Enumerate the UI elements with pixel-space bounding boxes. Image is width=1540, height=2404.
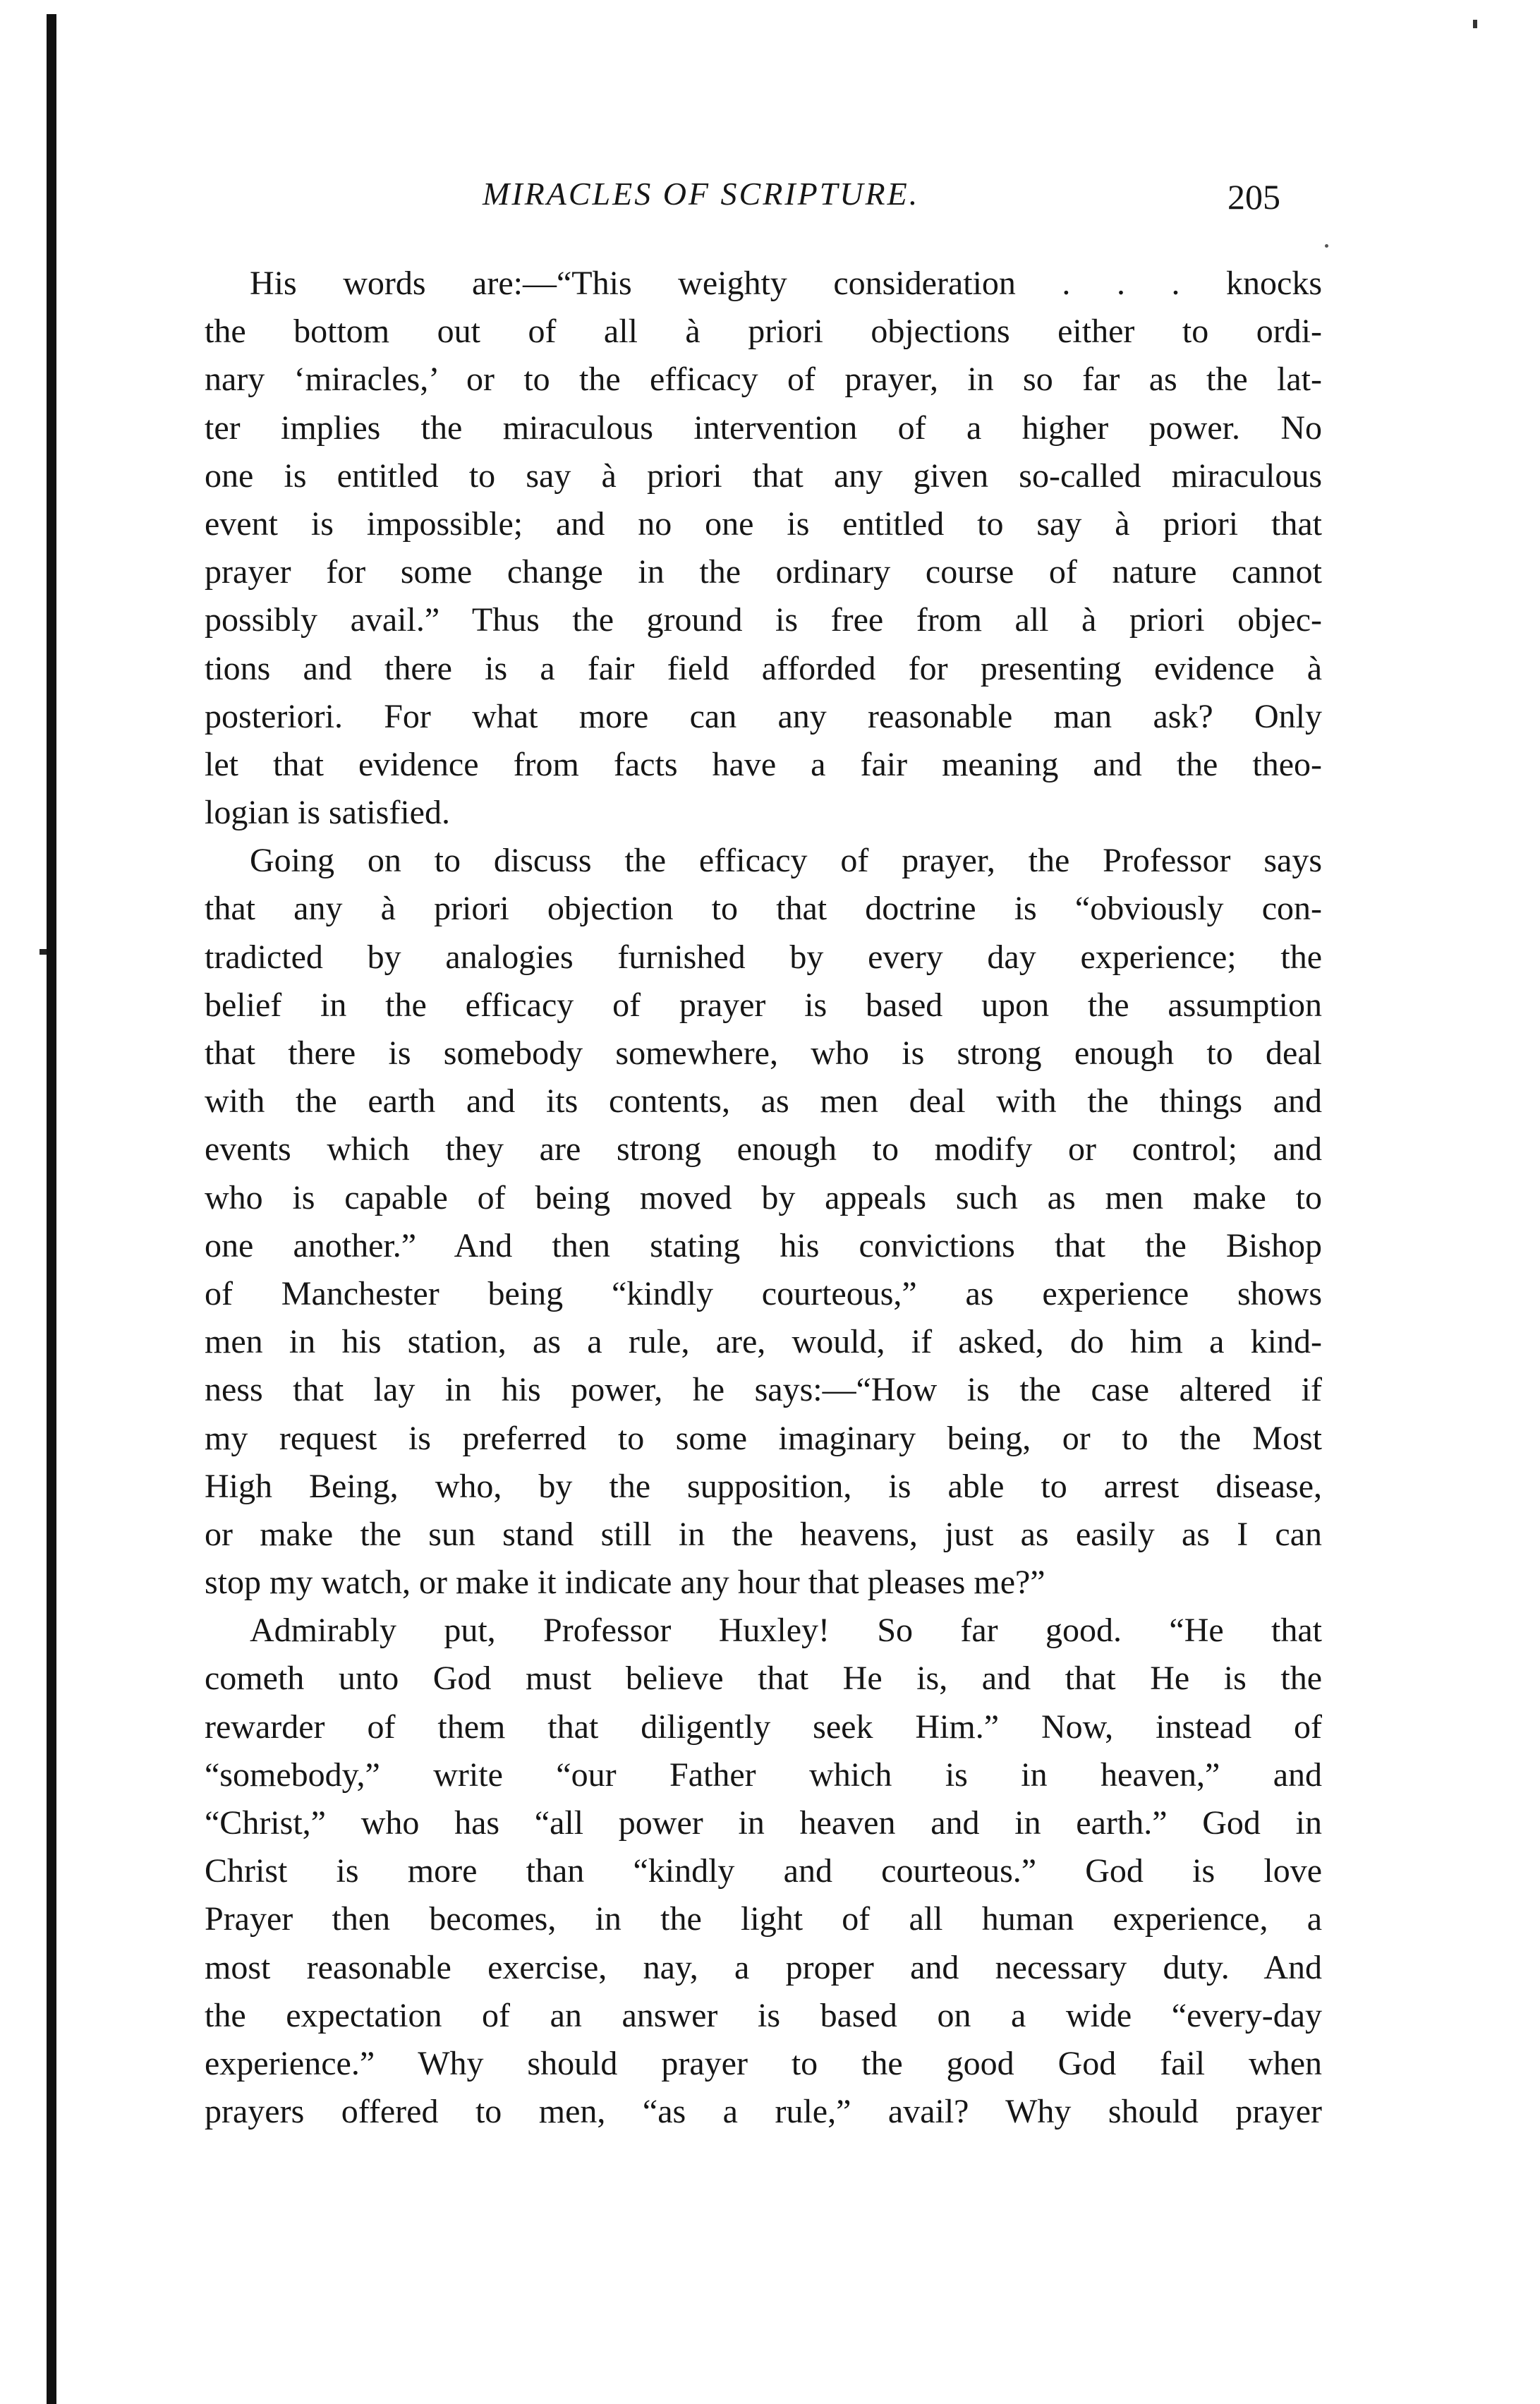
text-line: Admirably put, Professor Huxley! So far good. “He that [250, 1612, 1322, 1650]
text-line: with the earth and its contents, as men deal with the things and [205, 1082, 1322, 1121]
text-line: one another.” And then stating his convictions that the Bishop [205, 1226, 1322, 1264]
text-line: cometh unto God must believe that He is, and that He is the [205, 1660, 1322, 1698]
text-line: or make the sun stand still in the heavens, just as easily as I can [205, 1515, 1322, 1553]
text-line: the bottom out of all à priori objections either to ordi- [205, 313, 1322, 351]
text-line: ness that lay in his power, he says:—“How is the case altered if [205, 1371, 1322, 1409]
text-line: Christ is more than “kindly and courteous.” God is love [205, 1852, 1322, 1890]
text-line: belief in the efficacy of prayer is based upon the assumption [205, 986, 1322, 1024]
body-text [205, 260, 1322, 2136]
text-line: who is capable of being moved by appeals such as men make to [205, 1178, 1322, 1216]
text-line: posteriori. For what more can any reasonable man ask? Only [205, 697, 1322, 735]
text-line: possibly avail.” Thus the ground is free from all à priori objec- [205, 601, 1322, 639]
text-line: one is entitled to say à priori that any given so-called miraculous [205, 457, 1322, 495]
text-line: most reasonable exercise, nay, a proper and necessary duty. And [205, 1948, 1322, 1986]
text-line: event is impossible; and no one is entitled to say à priori that [205, 505, 1322, 543]
text-line: my request is preferred to some imaginary being, or to the Most [205, 1419, 1322, 1457]
binding-edge [47, 14, 56, 2404]
text-line: events which they are strong enough to modify or control; and [205, 1130, 1322, 1168]
text-line: Going on to discuss the efficacy of prayer, the Professor says [250, 842, 1322, 880]
text-line: “Christ,” who has “all power in heaven and in earth.” God in [205, 1804, 1322, 1842]
text-line: men in his station, as a rule, are, would, if asked, do him a kind- [205, 1323, 1322, 1361]
text-line: prayer for some change in the ordinary course of nature cannot [205, 553, 1322, 591]
text-line: that there is somebody somewhere, who is strong enough to deal [205, 1034, 1322, 1072]
text-line: ter implies the miraculous intervention of a higher power. No [205, 409, 1322, 447]
corner-mark [1473, 20, 1477, 28]
text-line: nary ‘miracles,’ or to the efficacy of prayer, in so far as the lat- [205, 361, 1322, 399]
text-line: Prayer then becomes, in the light of all human experience, a [205, 1900, 1322, 1938]
text-line: experience.” Why should prayer to the good God fail when [205, 2044, 1322, 2082]
text-line: High Being, who, by the supposition, is able to arrest disease, [205, 1467, 1322, 1505]
running-title: MIRACLES OF SCRIPTURE. [483, 176, 920, 212]
text-line: “somebody,” write “our Father which is in heaven,” and [205, 1756, 1322, 1794]
binding-mark [40, 949, 47, 955]
text-line: rewarder of them that diligently seek Him.” Now, instead of [205, 1708, 1322, 1746]
text-line: let that evidence from facts have a fair meaning and the theo- [205, 745, 1322, 783]
text-line: prayers offered to men, “as a rule,” avail? Why should prayer [205, 2093, 1322, 2131]
text-line: the expectation of an answer is based on a wide “every-day [205, 1996, 1322, 2034]
text-line: tions and there is a fair field afforded for presenting evidence à [205, 649, 1322, 687]
text-line: of Manchester being “kindly courteous,” as experience shows [205, 1274, 1322, 1312]
text-line: stop my watch, or make it indicate any hour that pleases me?” [205, 1564, 1045, 1602]
page-number: 205 [1227, 177, 1280, 217]
text-line: tradicted by analogies furnished by every day experience; the [205, 938, 1322, 976]
text-line: logian is satisfied. [205, 794, 450, 832]
text-line: His words are:—“This weighty consideration . . . knocks [250, 265, 1322, 302]
text-line: that any à priori objection to that doctrine is “obviously con- [205, 890, 1322, 928]
header-mark [1325, 244, 1328, 248]
